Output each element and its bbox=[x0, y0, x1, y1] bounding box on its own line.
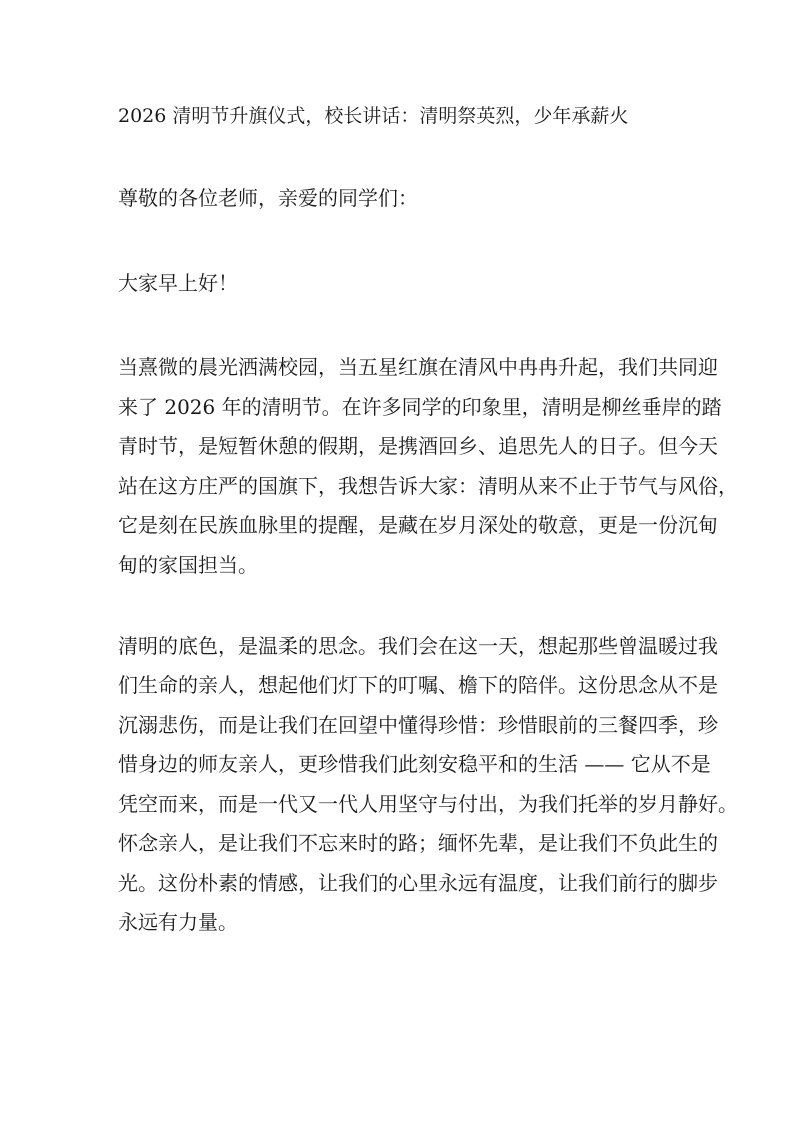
document-title: 2026 清明节升旗仪式，校长讲话：清明祭英烈，少年承薪火 bbox=[118, 105, 629, 127]
paragraph-line: 永远有力量。 bbox=[118, 910, 238, 934]
paragraph-line: 站在这方庄严的国旗下，我想告诉大家：清明从来不止于节气与风俗， bbox=[118, 474, 738, 498]
paragraph-line: 来了 2026 年的清明节。在许多同学的印象里，清明是柳丝垂岸的踏 bbox=[118, 395, 722, 419]
paragraph-line: 甸的家国担当。 bbox=[118, 553, 258, 577]
greeting: 大家早上好！ bbox=[118, 271, 238, 295]
paragraph-line: 光。这份朴素的情感，让我们的心里永远有温度，让我们前行的脚步 bbox=[118, 871, 718, 895]
paragraph-line: 沉溺悲伤，而是让我们在回望中懂得珍惜：珍惜眼前的三餐四季，珍 bbox=[118, 713, 718, 737]
paragraph-line: 凭空而来，而是一代又一代人用坚守与付出，为我们托举的岁月静好。 bbox=[118, 792, 738, 816]
paragraph-line: 怀念亲人，是让我们不忘来时的路；缅怀先辈，是让我们不负此生的 bbox=[118, 831, 718, 855]
salutation: 尊敬的各位老师，亲爱的同学们： bbox=[118, 186, 418, 210]
paragraph-line: 惜身边的师友亲人，更珍惜我们此刻安稳平和的生活 —— 它从不是 bbox=[118, 752, 711, 776]
paragraph-line: 清明的底色，是温柔的思念。我们会在这一天，想起那些曾温暖过我 bbox=[118, 634, 718, 658]
paragraph-line: 青时节，是短暂休憩的假期，是携酒回乡、追思先人的日子。但今天 bbox=[118, 434, 718, 458]
paragraph-line: 当熹微的晨光洒满校园，当五星红旗在清风中冉冉升起，我们共同迎 bbox=[118, 355, 718, 379]
paragraph-line: 们生命的亲人，想起他们灯下的叮嘱、檐下的陪伴。这份思念从不是 bbox=[118, 673, 718, 697]
paragraph-line: 它是刻在民族血脉里的提醒，是藏在岁月深处的敬意，更是一份沉甸 bbox=[118, 513, 718, 537]
